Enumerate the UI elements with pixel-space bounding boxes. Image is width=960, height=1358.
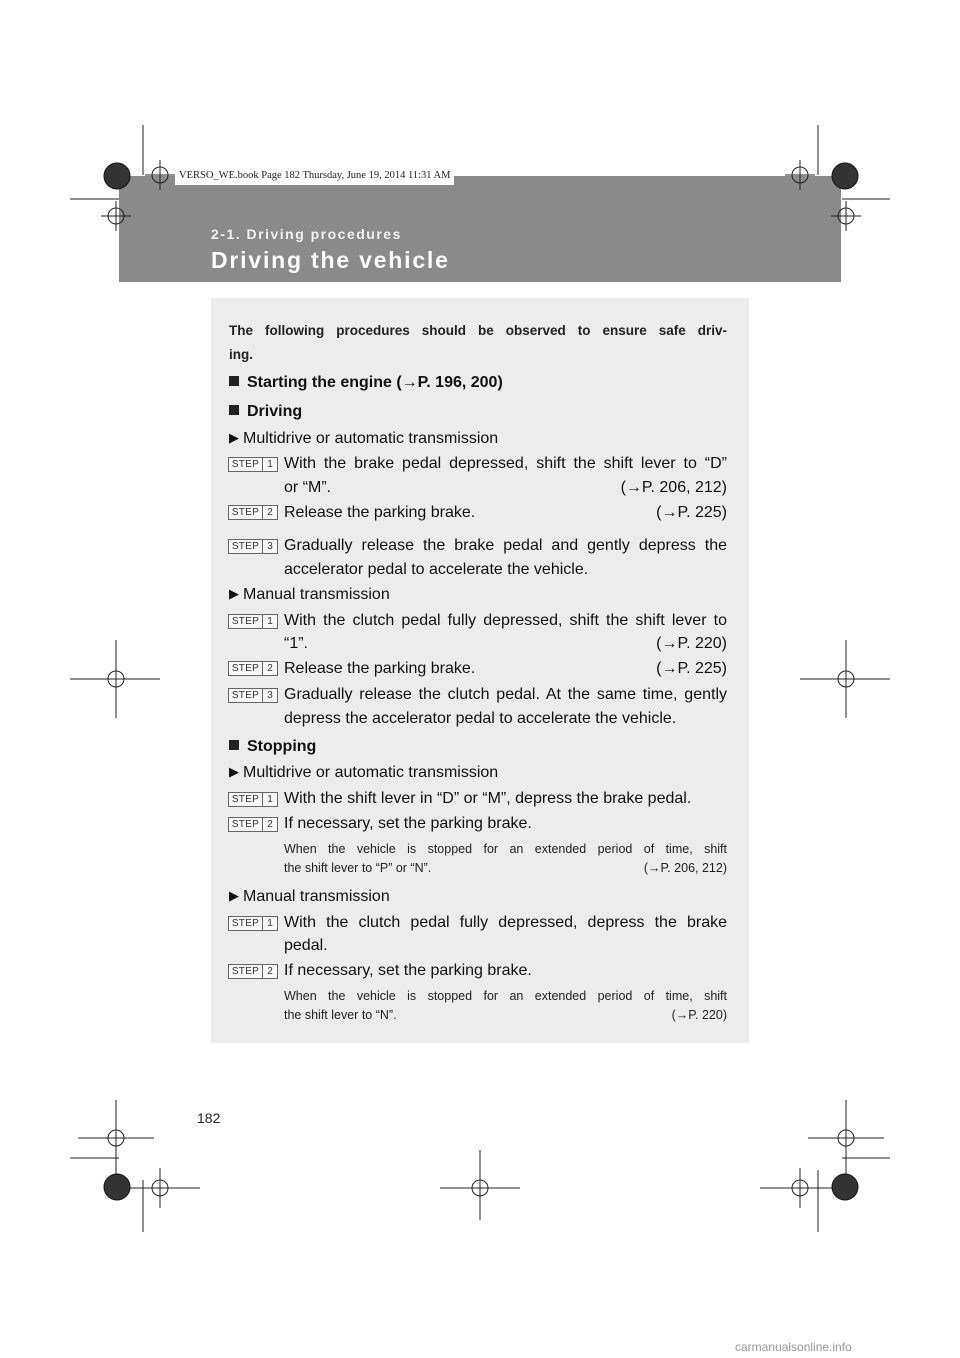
step-text: With the brake pedal depressed, shift the shift lever to “D” (284, 455, 727, 472)
step-text: Release the parking brake. (284, 504, 476, 521)
heading-stopping: Stopping (229, 738, 316, 756)
register-disc-icon (104, 1174, 130, 1200)
step-badge-1: STEP 1 (228, 457, 278, 472)
sub-manual-driving: ▶ Manual transmission (229, 586, 390, 603)
note-text: the shift lever to “P” or “N”. (284, 861, 432, 875)
step-text: With the shift lever in “D” or “M”, depress the brake pedal. (284, 790, 692, 807)
triangle-bullet-icon: ▶ (229, 586, 239, 601)
step-text: Gradually release the brake pedal and gently depress the (284, 537, 727, 554)
page-number: 182 (197, 1110, 221, 1126)
step-text: pedal. (284, 937, 328, 954)
step-text: depress the accelerator pedal to accelerate the vehicle. (284, 710, 677, 727)
register-disc-icon (832, 163, 858, 189)
step-text: or “M”. (284, 479, 332, 496)
step-text: Gradually release the clutch pedal. At the same time, gently (284, 686, 727, 703)
triangle-bullet-icon: ▶ (229, 764, 239, 779)
section-label: 2-1. Driving procedures (211, 226, 402, 242)
sub-auto-stopping: ▶ Multidrive or automatic transmission (229, 764, 499, 781)
note-text: the shift lever to “N”. (284, 1008, 397, 1022)
register-disc-icon (104, 163, 130, 189)
step-text: “1”. (284, 635, 308, 652)
sub-auto-driving: ▶ Multidrive or automatic transmission (229, 430, 499, 447)
page-reference: (→P. 206, 212) (620, 479, 727, 496)
intro-line-1: The following procedures should be observed to ensure safe driv- (229, 323, 727, 338)
heading-driving: Driving (229, 403, 302, 421)
step-text: If necessary, set the parking brake. (284, 962, 532, 979)
step-badge-1: STEP 1 (228, 792, 278, 807)
intro-line-2: ing. (229, 347, 253, 362)
step-text: With the clutch pedal fully depressed, shift the shift lever to (284, 612, 727, 629)
step-text: accelerator pedal to accelerate the vehicle. (284, 561, 589, 578)
sub-manual-stopping: ▶ Manual transmission (229, 888, 390, 905)
step-text: With the clutch pedal fully depressed, depress the brake (284, 914, 727, 931)
note-text: When the vehicle is stopped for an extended period of time, shift (284, 842, 727, 856)
page-reference: (→P. 225) (656, 660, 727, 677)
page-title: Driving the vehicle (211, 247, 450, 273)
page-reference: (→P. 206, 212) (643, 861, 727, 875)
step-badge-2: STEP 2 (228, 817, 278, 832)
heading-starting-engine: Starting the engine (→P. 196, 200) (229, 374, 503, 392)
note-text: When the vehicle is stopped for an extended period of time, shift (284, 989, 727, 1003)
page-reference: (→P. 220) (656, 635, 727, 652)
step-badge-1: STEP 1 (228, 614, 278, 629)
step-badge-2: STEP 2 (228, 505, 278, 520)
step-text: Release the parking brake. (284, 660, 476, 677)
step-badge-2: STEP 2 (228, 964, 278, 979)
watermark: carmanualsonline.info (735, 1340, 852, 1354)
step-text: If necessary, set the parking brake. (284, 815, 532, 832)
step-badge-3: STEP 3 (228, 688, 278, 703)
page-reference: (→P. 225) (656, 504, 727, 521)
triangle-bullet-icon: ▶ (229, 888, 239, 903)
triangle-bullet-icon: ▶ (229, 430, 239, 445)
step-badge-1: STEP 1 (228, 916, 278, 931)
print-slug: VERSO_WE.book Page 182 Thursday, June 19, 2014 11:31 AM (175, 167, 454, 185)
step-badge-3: STEP 3 (228, 539, 278, 554)
register-disc-icon (832, 1174, 858, 1200)
page-reference: (→P. 220) (671, 1008, 727, 1022)
step-badge-2: STEP 2 (228, 661, 278, 676)
